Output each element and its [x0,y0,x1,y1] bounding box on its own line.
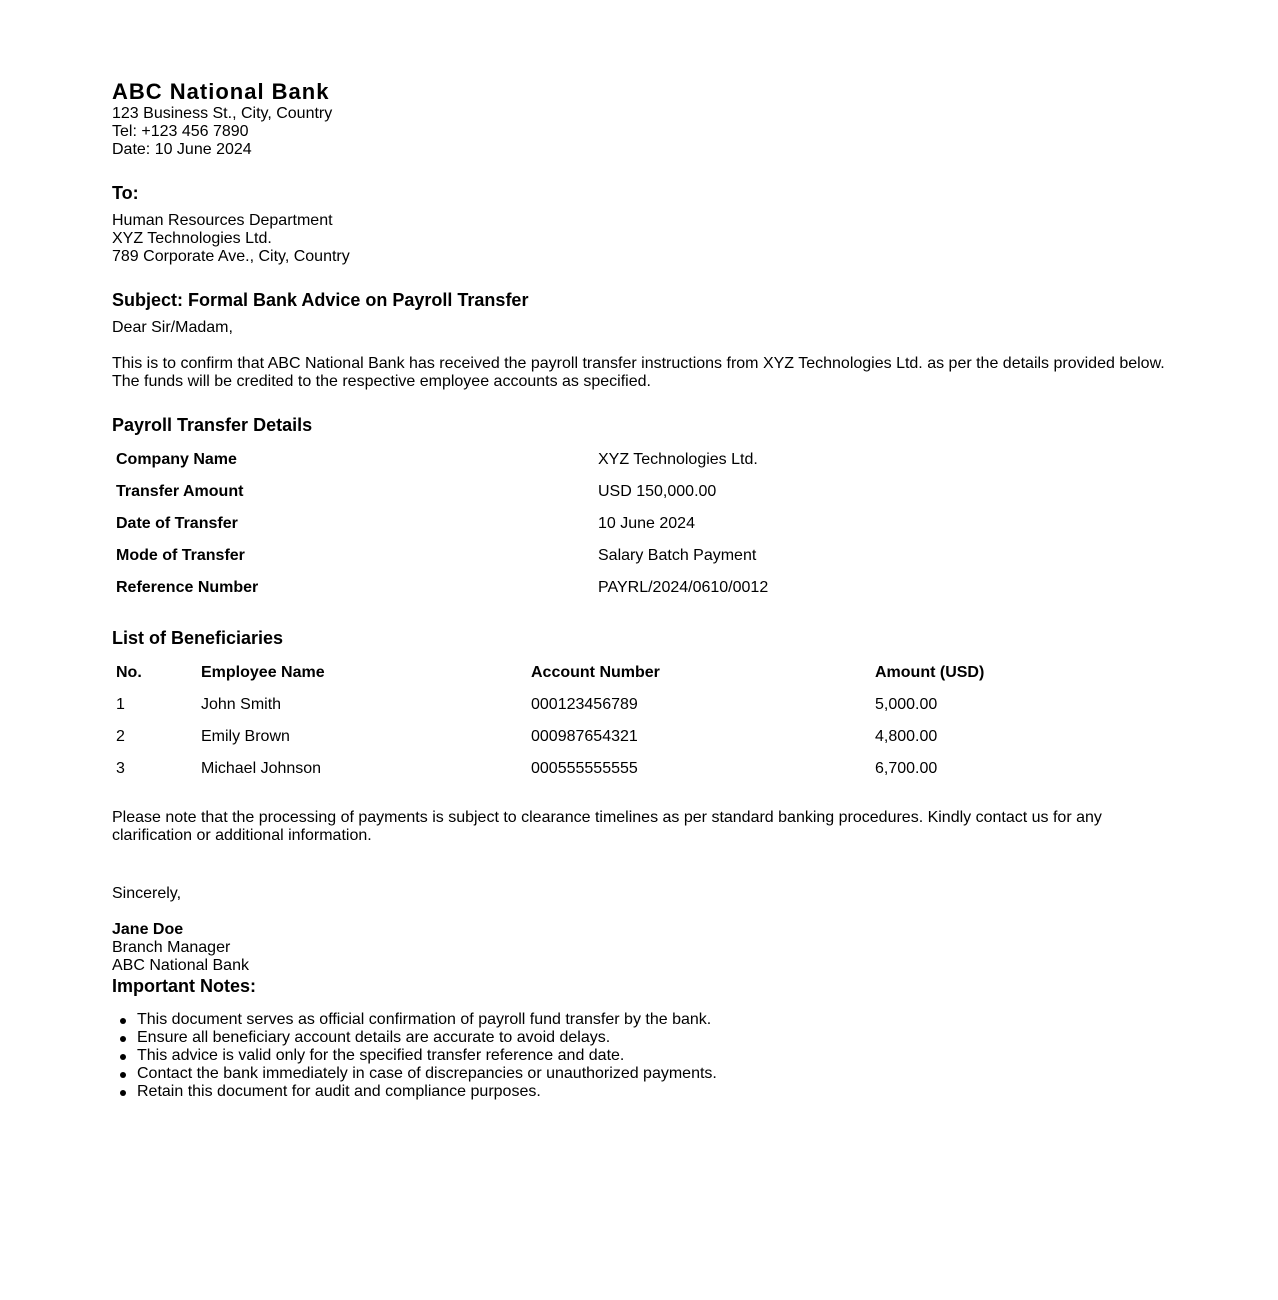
details-row [116,579,1192,611]
salutation: Dear Sir/Madam, [112,319,233,336]
list-item [137,1065,717,1083]
closing-line: Please note that the processing of payments is subject to clearance timelines as per standard banking procedures. Kindly contact us for any [112,809,1102,826]
cell-amount: 6,700.00 [875,760,938,777]
beneficiaries-section-title: List of Beneficiaries [112,628,284,648]
intro-line: This is to confirm that ABC National Bank has received the payroll transfer instructions from XYZ Technologies Ltd. as per the details provided below. [112,355,1165,372]
list-item [137,1029,717,1047]
details-value: Salary Batch Payment [598,547,757,564]
details-row [116,547,1192,579]
closing-line: clarification or additional information. [112,827,372,844]
signatory-title: Branch Manager [112,939,231,956]
signatory-organization: ABC National Bank [112,957,249,974]
closing-paragraph [112,809,1112,845]
cell-no: 3 [116,760,125,777]
cell-no: 1 [116,696,125,713]
note-text: This advice is valid only for the specified transfer reference and date. [137,1047,625,1064]
note-text: This document serves as official confirmation of payroll fund transfer by the bank. [137,1011,712,1028]
details-key: Date of Transfer [116,515,238,532]
letter-date: Date: 10 June 2024 [112,141,252,158]
details-value: XYZ Technologies Ltd. [598,451,758,468]
note-text: Contact the bank immediately in case of discrepancies or unauthorized payments. [137,1065,717,1082]
details-section-title: Payroll Transfer Details [112,415,313,435]
cell-employee-name: Emily Brown [201,728,290,745]
recipient-line: Human Resources Department [112,212,333,229]
cell-employee-name: John Smith [201,696,282,713]
details-value: USD 150,000.00 [598,483,717,500]
important-notes-list [112,1011,717,1101]
table-row [116,760,1192,792]
details-value: 10 June 2024 [598,515,695,532]
table-row [116,728,1192,760]
note-text: Ensure all beneficiary account details are accurate to avoid delays. [137,1029,611,1046]
bullet-icon [120,1054,126,1060]
cell-no: 2 [116,728,125,745]
details-key: Company Name [116,451,237,468]
cell-employee-name: Michael Johnson [201,760,322,777]
details-key: Transfer Amount [116,483,244,500]
intro-line: The funds will be credited to the respective employee accounts as specified. [112,373,651,390]
beneficiaries-header-row [116,664,1192,696]
recipient-line: 789 Corporate Ave., City, Country [112,248,350,265]
bullet-icon [120,1018,126,1024]
cell-amount: 4,800.00 [875,728,938,745]
details-row [116,483,1192,515]
details-key: Reference Number [116,579,259,596]
signatory-name: Jane Doe [112,921,184,938]
details-row [116,515,1192,547]
bullet-icon [120,1090,126,1096]
list-item [137,1011,717,1029]
table-row [116,696,1192,728]
important-notes-title: Important Notes: [112,976,256,996]
letter-subject: Subject: Formal Bank Advice on Payroll Transfer [112,290,529,310]
bank-name: ABC National Bank [112,79,330,104]
bullet-icon [120,1072,126,1078]
bank-address: 123 Business St., City, Country [112,105,333,122]
cell-account-number: 000555555555 [531,760,638,777]
column-header-employee-name: Employee Name [201,664,325,681]
recipient-line: XYZ Technologies Ltd. [112,230,272,247]
recipient-label: To: [112,183,139,203]
signatory-block [112,921,249,975]
bank-contact-block [112,105,332,159]
column-header-account-number: Account Number [531,664,660,681]
cell-account-number: 000987654321 [531,728,638,745]
intro-paragraph [112,355,1192,391]
column-header-no: No. [116,664,142,681]
bank-phone: Tel: +123 456 7890 [112,123,249,140]
column-header-amount: Amount (USD) [875,664,985,681]
recipient-address-block [112,212,350,266]
cell-account-number: 000123456789 [531,696,638,713]
sign-off: Sincerely, [112,885,182,902]
details-row [116,451,1192,483]
details-value: PAYRL/2024/0610/0012 [598,579,769,596]
list-item [137,1047,717,1065]
list-item [137,1083,717,1101]
note-text: Retain this document for audit and compliance purposes. [137,1083,541,1100]
bullet-icon [120,1036,126,1042]
cell-amount: 5,000.00 [875,696,938,713]
details-key: Mode of Transfer [116,547,245,564]
